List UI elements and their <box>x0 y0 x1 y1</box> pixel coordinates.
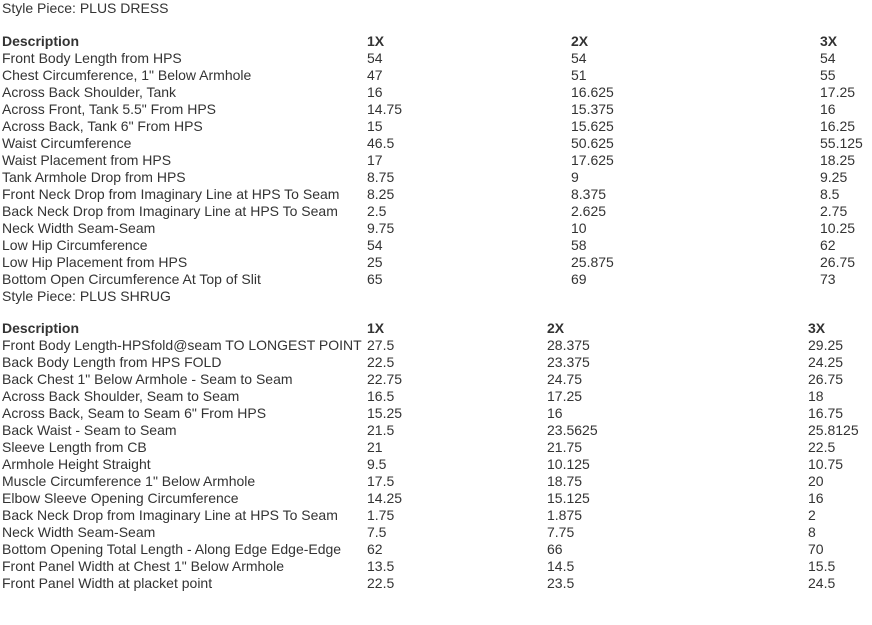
cell-size-1x: 46.5 <box>367 135 395 151</box>
table-row <box>2 337 870 354</box>
cell-description: Front Body Length-HPSfold@seam TO LONGEST POINT <box>2 337 362 353</box>
cell-size-2x: 9 <box>571 169 579 185</box>
cell-size-2x: 18.75 <box>547 473 583 489</box>
cell-size-3x: 8.5 <box>820 186 840 202</box>
cell-size-1x: 54 <box>367 50 383 66</box>
cell-size-1x: 27.5 <box>367 337 395 353</box>
cell-size-3x: 16 <box>808 490 824 506</box>
cell-size-3x: 70 <box>808 541 824 557</box>
table-row <box>2 50 870 67</box>
header-size-2x: 2X <box>571 33 589 49</box>
table-row <box>2 388 870 405</box>
cell-description: Front Body Length from HPS <box>2 50 182 66</box>
header-size-3x: 3X <box>820 33 838 49</box>
cell-description: Neck Width Seam-Seam <box>2 220 156 236</box>
cell-size-3x: 25.8125 <box>808 422 859 438</box>
cell-size-2x: 1.875 <box>547 507 583 523</box>
cell-size-3x: 10.25 <box>820 220 856 236</box>
cell-size-1x: 16.5 <box>367 388 395 404</box>
table-row <box>2 152 870 169</box>
cell-size-1x: 22.5 <box>367 575 395 591</box>
shrug-spec-table <box>2 320 870 592</box>
cell-size-2x: 51 <box>571 67 587 83</box>
cell-size-1x: 8.25 <box>367 186 395 202</box>
table-row <box>2 254 870 271</box>
cell-size-1x: 17.5 <box>367 473 395 489</box>
table-row <box>2 84 870 101</box>
cell-size-1x: 13.5 <box>367 558 395 574</box>
cell-size-1x: 8.75 <box>367 169 395 185</box>
cell-size-2x: 7.75 <box>547 524 575 540</box>
cell-size-1x: 14.75 <box>367 101 403 117</box>
cell-description: Bottom Opening Total Length - Along Edge Edge-Edge <box>2 541 342 557</box>
cell-description: Across Front, Tank 5.5" From HPS <box>2 101 216 117</box>
table-row <box>2 354 870 371</box>
cell-size-3x: 73 <box>820 271 836 287</box>
cell-description: Tank Armhole Drop from HPS <box>2 169 186 185</box>
table-row <box>2 371 870 388</box>
cell-size-2x: 23.5625 <box>547 422 598 438</box>
table-row <box>2 203 870 220</box>
cell-size-3x: 8 <box>808 524 816 540</box>
cell-description: Back Neck Drop from Imaginary Line at HPS To Seam <box>2 507 338 523</box>
table-row <box>2 186 870 203</box>
table-row <box>2 558 870 575</box>
cell-size-2x: 15.375 <box>571 101 614 117</box>
style-piece-title-dress: Style Piece: PLUS DRESS <box>2 0 169 16</box>
cell-description: Across Back Shoulder, Tank <box>2 84 177 100</box>
header-description: Description <box>2 320 80 336</box>
cell-size-2x: 28.375 <box>547 337 590 353</box>
cell-size-1x: 1.75 <box>367 507 395 523</box>
cell-description: Front Panel Width at placket point <box>2 575 213 591</box>
cell-size-2x: 14.5 <box>547 558 575 574</box>
cell-size-2x: 15.625 <box>571 118 614 134</box>
cell-description: Back Neck Drop from Imaginary Line at HPS To Seam <box>2 203 338 219</box>
table-row <box>2 101 870 118</box>
cell-description: Across Back, Seam to Seam 6" From HPS <box>2 405 267 421</box>
cell-size-3x: 54 <box>820 50 836 66</box>
table-row <box>2 541 870 558</box>
cell-size-2x: 16 <box>547 405 563 421</box>
table-header-row <box>2 33 870 50</box>
table-row <box>2 405 870 422</box>
cell-size-2x: 69 <box>571 271 587 287</box>
cell-description: Chest Circumference, 1" Below Armhole <box>2 67 252 83</box>
cell-size-1x: 9.5 <box>367 456 387 472</box>
cell-size-1x: 15 <box>367 118 383 134</box>
cell-size-2x: 23.375 <box>547 354 590 370</box>
cell-size-3x: 24.5 <box>808 575 836 591</box>
cell-description: Waist Placement from HPS <box>2 152 172 168</box>
cell-size-1x: 9.75 <box>367 220 395 236</box>
cell-size-2x: 25.875 <box>571 254 614 270</box>
table-row <box>2 237 870 254</box>
header-size-1x: 1X <box>367 320 385 336</box>
cell-size-1x: 21 <box>367 439 383 455</box>
cell-size-2x: 10 <box>571 220 587 236</box>
cell-size-3x: 16 <box>820 101 836 117</box>
cell-size-1x: 16 <box>367 84 383 100</box>
dress-spec-table <box>2 33 870 288</box>
cell-size-2x: 17.625 <box>571 152 614 168</box>
cell-description: Back Body Length from HPS FOLD <box>2 354 222 370</box>
table-row <box>2 169 870 186</box>
table-row <box>2 473 870 490</box>
cell-size-1x: 2.5 <box>367 203 387 219</box>
cell-size-1x: 14.25 <box>367 490 403 506</box>
cell-size-3x: 2.75 <box>820 203 848 219</box>
table-row <box>2 220 870 237</box>
header-size-3x: 3X <box>808 320 826 336</box>
cell-size-2x: 8.375 <box>571 186 607 202</box>
cell-size-3x: 18.25 <box>820 152 856 168</box>
table-row <box>2 575 870 592</box>
table-row <box>2 422 870 439</box>
cell-size-3x: 26.75 <box>808 371 844 387</box>
cell-size-2x: 16.625 <box>571 84 614 100</box>
header-description: Description <box>2 33 80 49</box>
cell-size-2x: 50.625 <box>571 135 614 151</box>
table-row <box>2 67 870 84</box>
cell-size-2x: 23.5 <box>547 575 575 591</box>
cell-size-1x: 7.5 <box>367 524 387 540</box>
cell-size-2x: 21.75 <box>547 439 583 455</box>
cell-size-3x: 10.75 <box>808 456 844 472</box>
cell-size-1x: 21.5 <box>367 422 395 438</box>
cell-size-1x: 54 <box>367 237 383 253</box>
cell-description: Back Waist - Seam to Seam <box>2 422 177 438</box>
cell-size-3x: 16.25 <box>820 118 856 134</box>
cell-size-1x: 65 <box>367 271 383 287</box>
cell-size-2x: 54 <box>571 50 587 66</box>
cell-size-1x: 15.25 <box>367 405 403 421</box>
table-row <box>2 507 870 524</box>
cell-size-2x: 58 <box>571 237 587 253</box>
cell-size-3x: 22.5 <box>808 439 836 455</box>
style-piece-title-shrug: Style Piece: PLUS SHRUG <box>2 288 171 304</box>
header-size-1x: 1X <box>367 33 385 49</box>
cell-size-2x: 15.125 <box>547 490 590 506</box>
cell-size-2x: 17.25 <box>547 388 583 404</box>
cell-size-3x: 26.75 <box>820 254 856 270</box>
cell-size-2x: 10.125 <box>547 456 590 472</box>
table-row <box>2 456 870 473</box>
cell-description: Bottom Open Circumference At Top of Slit <box>2 271 261 287</box>
cell-description: Back Chest 1" Below Armhole - Seam to Seam <box>2 371 293 387</box>
cell-size-3x: 17.25 <box>820 84 856 100</box>
cell-description: Waist Circumference <box>2 135 132 151</box>
table-row <box>2 271 870 288</box>
cell-description: Front Neck Drop from Imaginary Line at HPS To Seam <box>2 186 340 202</box>
cell-size-3x: 2 <box>808 507 816 523</box>
header-size-2x: 2X <box>547 320 565 336</box>
table-row <box>2 135 870 152</box>
cell-size-3x: 24.25 <box>808 354 844 370</box>
cell-size-3x: 62 <box>820 237 836 253</box>
cell-description: Sleeve Length from CB <box>2 439 147 455</box>
cell-size-3x: 29.25 <box>808 337 844 353</box>
cell-size-3x: 20 <box>808 473 824 489</box>
cell-size-1x: 47 <box>367 67 383 83</box>
cell-description: Muscle Circumference 1" Below Armhole <box>2 473 256 489</box>
table-row <box>2 490 870 507</box>
cell-description: Neck Width Seam-Seam <box>2 524 156 540</box>
cell-size-1x: 25 <box>367 254 383 270</box>
cell-size-3x: 16.75 <box>808 405 844 421</box>
cell-size-3x: 9.25 <box>820 169 848 185</box>
cell-size-1x: 22.5 <box>367 354 395 370</box>
cell-size-1x: 17 <box>367 152 383 168</box>
cell-size-3x: 55 <box>820 67 836 83</box>
cell-description: Elbow Sleeve Opening Circumference <box>2 490 239 506</box>
table-row <box>2 439 870 456</box>
cell-size-3x: 18 <box>808 388 824 404</box>
cell-size-1x: 62 <box>367 541 383 557</box>
cell-description: Low Hip Placement from HPS <box>2 254 188 270</box>
cell-description: Low Hip Circumference <box>2 237 148 253</box>
table-row <box>2 524 870 541</box>
table-row <box>2 118 870 135</box>
cell-size-2x: 2.625 <box>571 203 607 219</box>
cell-size-1x: 22.75 <box>367 371 403 387</box>
cell-description: Across Back, Tank 6" From HPS <box>2 118 203 134</box>
cell-description: Front Panel Width at Chest 1" Below Armhole <box>2 558 284 574</box>
cell-size-2x: 24.75 <box>547 371 583 387</box>
cell-description: Across Back Shoulder, Seam to Seam <box>2 388 240 404</box>
cell-size-3x: 55.125 <box>820 135 863 151</box>
cell-size-2x: 66 <box>547 541 563 557</box>
cell-size-3x: 15.5 <box>808 558 836 574</box>
table-header-row <box>2 320 870 337</box>
cell-description: Armhole Height Straight <box>2 456 151 472</box>
